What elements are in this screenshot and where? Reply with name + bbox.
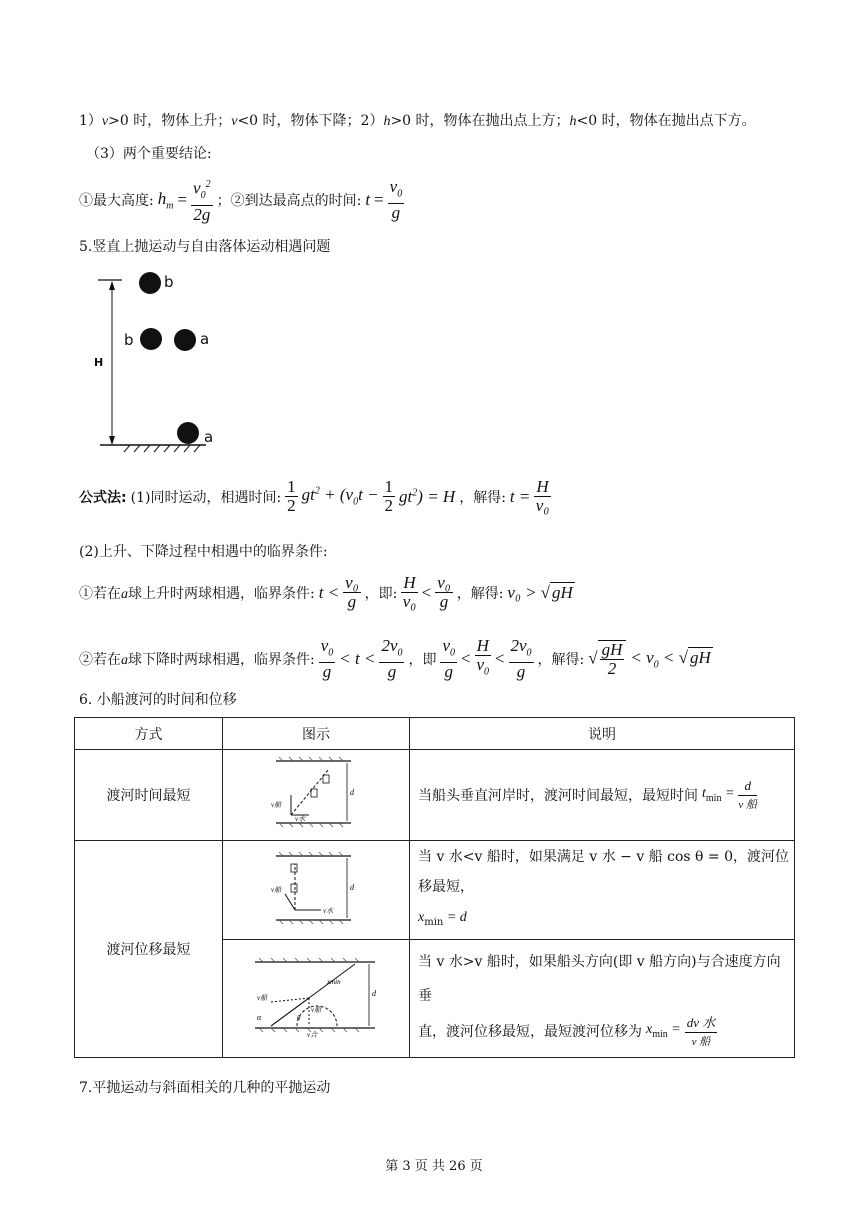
fraction: $\frac{v_0}{g}$ <box>320 636 334 682</box>
section6-title: 6. 小船渡河的时间和位移 <box>79 692 237 708</box>
desc-text: 当 v 水>v 船时，如果船头方向(即 v 船方向)与合速度方向垂 <box>418 953 781 1004</box>
row1-desc <box>410 750 795 841</box>
svg-text:v合: v合 <box>307 1031 318 1039</box>
shortest-displacement-diagram-b <box>251 954 381 1038</box>
sqrt: √ gH <box>540 582 573 602</box>
fraction: $\frac{v_0}{g}$ <box>442 636 456 682</box>
meeting-figure <box>88 268 218 453</box>
label: ，解得: <box>456 585 504 602</box>
header-figure: 图示 <box>223 718 410 750</box>
var-v: v <box>231 114 238 129</box>
term: $gt^2) = H$ <box>399 486 456 506</box>
label-b-mid: b <box>124 331 134 349</box>
motion-direction-line <box>79 110 756 130</box>
bold-label: 公式法: <box>79 489 127 506</box>
ball-b-top <box>139 272 161 294</box>
shortest-time-diagram <box>271 755 361 831</box>
label: ①若在a球上升时两球相遇，临界条件: <box>79 585 315 602</box>
row1-figure <box>223 750 410 841</box>
condition-2-line <box>79 637 713 681</box>
tmin: $t_{min}$ = <box>702 786 735 804</box>
ball-b-mid <box>140 328 162 350</box>
fraction: $\frac{v_0}{g}$ <box>389 176 403 223</box>
var-h: h <box>569 114 577 129</box>
hm-symbol: $h_m$ <box>157 188 174 212</box>
svg-text:d: d <box>350 788 354 797</box>
row2a-figure <box>223 841 410 940</box>
t-symbol: t <box>365 190 371 210</box>
formula-method-line <box>79 478 551 515</box>
text-fragment: >0 时，物体在抛出点上方； <box>390 113 570 129</box>
ball-a-mid <box>174 329 196 351</box>
svg-text:v水: v水 <box>295 815 306 823</box>
svg-text:α: α <box>257 1013 262 1023</box>
shortest-displacement-diagram-a <box>271 850 361 926</box>
fraction: $\frac{H}{v_0}$ <box>476 636 490 678</box>
section7-title: 7.平抛运动与斜面相关的几种的平抛运动 <box>79 1080 331 1096</box>
row2a-desc <box>410 841 795 940</box>
fraction: $\frac{\text{v₀}}{g}$ <box>437 573 451 611</box>
equals-sign: = <box>374 190 384 210</box>
fraction: $\frac{H}{\text{v₀}}$ <box>535 477 550 515</box>
condition-1-line <box>79 574 575 611</box>
label: ②若在a球下降时两球相遇，临界条件: <box>79 652 315 669</box>
svg-text:v船: v船 <box>271 801 282 809</box>
fraction: $\frac{\text{dv 水}}{\text{v 船}}$ <box>686 1014 716 1048</box>
svg-text:v水: v水 <box>323 906 334 915</box>
label-a-mid: a <box>200 330 210 348</box>
half-fraction: $\frac{1}{2}$ <box>384 477 394 515</box>
term: < t < <box>339 649 376 669</box>
fraction: $\frac{2v_0}{g}$ <box>510 636 532 682</box>
section5-title: 5.竖直上抛运动与自由落体运动相遇问题 <box>79 239 331 255</box>
label-a-bottom: a <box>204 428 214 446</box>
op: < <box>461 649 471 669</box>
svg-text:v船: v船 <box>311 1006 322 1015</box>
desc-text: 当 v 水<v 船时，如果满足 v 水 − v 船 cos θ = 0，渡河位移最短， <box>418 849 790 895</box>
row2b-desc <box>410 939 795 1057</box>
t-symbol: t = <box>509 486 531 506</box>
fraction: $\frac{2v_0}{g}$ <box>381 636 403 682</box>
label-H: H <box>94 356 104 369</box>
sqrt: √ $\frac{gH}{2}$ <box>588 640 626 678</box>
term: $gt^2 + (v_0t$ − <box>301 485 379 508</box>
op: < <box>421 582 432 602</box>
term: < $v_0$ < √ gH <box>630 648 711 671</box>
critical-heading: (2)上升、下降过程中相遇中的临界条件: <box>79 544 328 560</box>
row2b-figure <box>223 939 410 1057</box>
xmin: $x_{min}$ = <box>646 1021 681 1040</box>
svg-text:d: d <box>350 882 354 892</box>
fraction: $\frac{v_0^2}{2g}$ <box>191 176 213 224</box>
label: (1)同时运动，相遇时间: <box>130 489 282 506</box>
row2-mode: 渡河位移最短 <box>75 841 223 1058</box>
term: v₀ > <box>507 582 537 602</box>
half-fraction: $\frac{1}{2}$ <box>287 477 296 515</box>
header-mode: 方式 <box>75 718 223 750</box>
text-fragment: <0 时，物体下降；2） <box>237 113 384 129</box>
fraction: $\frac{d}{\text{v 船}}$ <box>738 777 758 811</box>
page-footer: 第 3 页 共 26 页 <box>385 1159 483 1174</box>
desc-text: 直，渡河位移最短，最短渡河位移为 <box>418 1024 642 1041</box>
header-desc: 说明 <box>410 718 795 750</box>
xmin-eq: $x_{min} = d$ <box>418 910 467 928</box>
equals-sign: = <box>177 190 188 210</box>
text-fragment: <0 时，物体在抛出点下方。 <box>576 113 756 129</box>
desc-line2 <box>418 1013 793 1052</box>
var-h: h <box>383 114 391 129</box>
max-height-formula <box>79 176 404 224</box>
svg-text:θ: θ <box>297 1014 301 1023</box>
svg-text:v船: v船 <box>257 994 268 1003</box>
ball-a-bottom <box>177 422 199 444</box>
svg-text:v船: v船 <box>271 885 282 894</box>
fraction: $\frac{\text{v₀}}{g}$ <box>345 573 359 611</box>
label: ，解得: <box>537 652 585 669</box>
conclusions-heading: （3）两个重要结论: <box>86 146 212 162</box>
label: ；②到达最高点的时间: <box>216 193 362 210</box>
desc-text: 当船头垂直河岸时，渡河时间最短，最短时间 <box>418 788 698 804</box>
label: ，即 <box>408 652 437 669</box>
svg-text:d: d <box>372 989 376 999</box>
var-v: v <box>101 114 109 129</box>
text-fragment: 1） <box>79 113 102 129</box>
row1-mode: 渡河时间最短 <box>75 750 223 841</box>
label: ，即: <box>364 585 398 602</box>
term: t < <box>318 582 340 602</box>
fraction: $\frac{H}{\text{v₀}}$ <box>402 573 417 611</box>
label: ，解得: <box>459 489 506 506</box>
label: ①最大高度: <box>79 193 154 210</box>
river-crossing-table <box>74 717 795 1058</box>
op: < <box>494 649 505 669</box>
label-b-top: b <box>164 273 174 291</box>
text-fragment: >0 时，物体上升； <box>108 113 232 129</box>
svg-text:xmin: xmin <box>327 978 341 987</box>
